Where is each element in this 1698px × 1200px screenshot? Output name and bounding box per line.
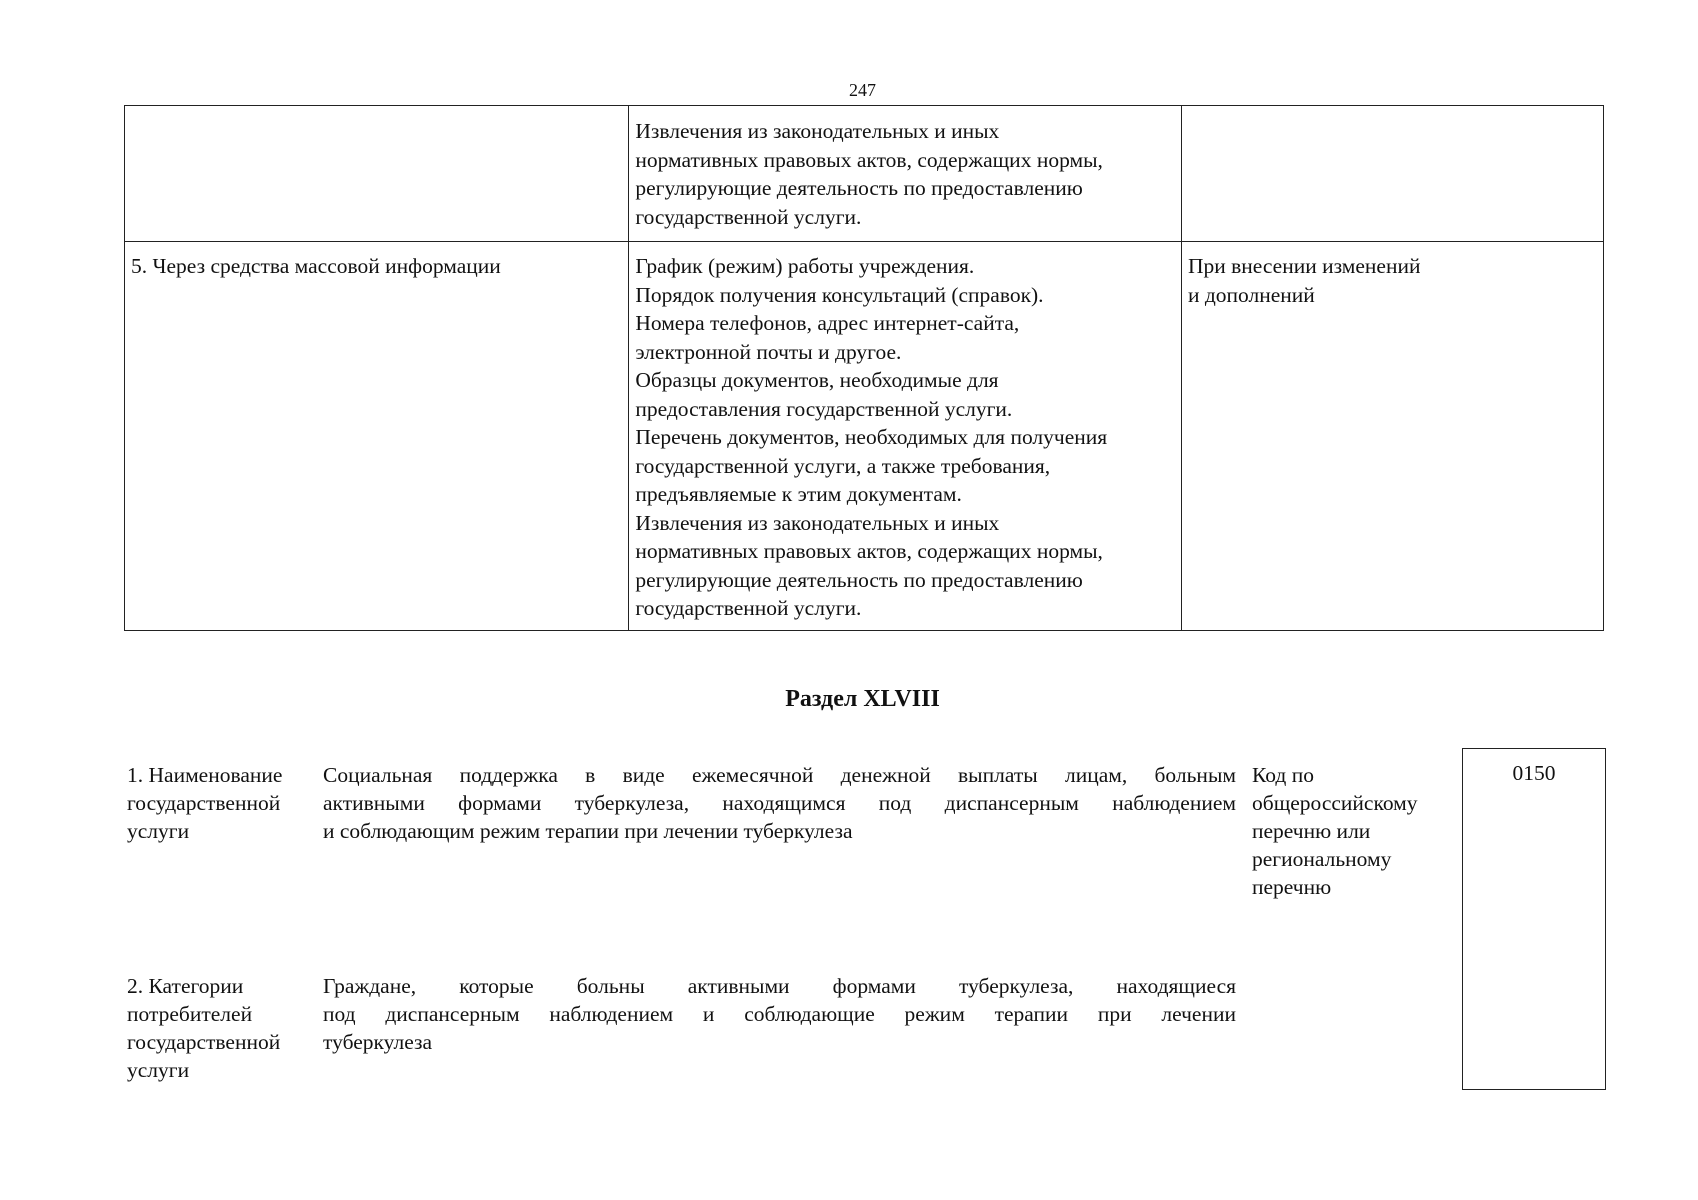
code-box <box>1462 748 1606 1090</box>
content-line: нормативных правовых актов, содержащих нормы, <box>635 147 1103 172</box>
content-line: предъявляемые к этим документам. <box>635 482 962 506</box>
text-line: активными формами туберкулеза, находящимся под диспансерным наблюдением <box>323 791 1236 815</box>
label-line: государственной <box>127 1030 281 1054</box>
frequency-line: и дополнений <box>1187 282 1315 307</box>
code-label-line: региональному <box>1252 847 1392 871</box>
content-line: Извлечения из законодательных и иных <box>635 119 1000 143</box>
table-cell-channel <box>125 242 629 631</box>
item1-label <box>127 761 307 845</box>
code-label-line: перечню или <box>1252 819 1371 843</box>
code-value: 0150 <box>1512 761 1556 785</box>
service-name-text <box>323 761 1236 845</box>
content-line: Образцы документов, необходимые для <box>635 368 999 392</box>
content-line: регулирующие деятельность по предоставлению <box>635 567 1083 592</box>
label-line: 1. Наименование <box>127 763 283 787</box>
content-line: предоставления государственной услуги. <box>635 396 1013 421</box>
content-line: государственной услуги. <box>635 204 862 229</box>
frequency-line: При внесении изменений <box>1187 254 1421 278</box>
label-line: услуги <box>127 819 190 843</box>
code-label-line: Код по <box>1252 763 1314 787</box>
table-cell-content <box>629 242 1182 631</box>
table-cell-channel <box>125 106 629 242</box>
text-line: Социальная поддержка в виде ежемесячной денежной выплаты лицам, больным <box>323 763 1236 787</box>
content-line: Извлечения из законодательных и иных <box>635 510 1000 535</box>
table-cell-content <box>629 106 1182 242</box>
code-label <box>1252 761 1452 901</box>
content-line: Порядок получения консультаций (справок). <box>635 282 1044 307</box>
text-line: и соблюдающим режим терапии при лечении туберкулеза <box>323 819 853 843</box>
label-line: 2. Категории <box>127 974 244 998</box>
content-line: нормативных правовых актов, содержащих нормы, <box>635 539 1103 563</box>
table-cell-frequency <box>1181 242 1603 631</box>
channel-line: 5. Через средства массовой информации <box>131 254 501 278</box>
label-line: государственной <box>127 791 281 815</box>
label-line: услуги <box>127 1058 190 1082</box>
content-line: государственной услуги. <box>635 596 862 620</box>
content-line: Номера телефонов, адрес интернет-сайта, <box>635 311 1020 335</box>
consumer-categories-text <box>323 972 1236 1056</box>
page-number: 247 <box>849 80 876 100</box>
table-row <box>125 106 1604 242</box>
content-line: государственной услуги, а также требования, <box>635 453 1051 478</box>
code-label-line: общероссийскому <box>1252 791 1418 815</box>
content-line: регулирующие деятельность по предоставлению <box>635 176 1083 200</box>
content-line: электронной почты и другое. <box>635 339 902 364</box>
item2-label <box>127 972 307 1084</box>
content-line: График (режим) работы учреждения. <box>635 254 975 278</box>
text-line: под диспансерным наблюдением и соблюдающие режим терапии при лечении <box>323 1002 1236 1026</box>
info-channels-table <box>124 105 1604 631</box>
section-title: Раздел XLVIII <box>785 686 940 712</box>
text-line: Граждане, которые больны активными формами туберкулеза, находящиеся <box>323 974 1236 998</box>
table-cell-frequency <box>1181 106 1603 242</box>
label-line: потребителей <box>127 1002 253 1026</box>
table-row <box>125 242 1604 631</box>
content-line: Перечень документов, необходимых для получения <box>635 425 1108 449</box>
code-label-line: перечню <box>1252 875 1332 899</box>
text-line: туберкулеза <box>323 1030 433 1054</box>
